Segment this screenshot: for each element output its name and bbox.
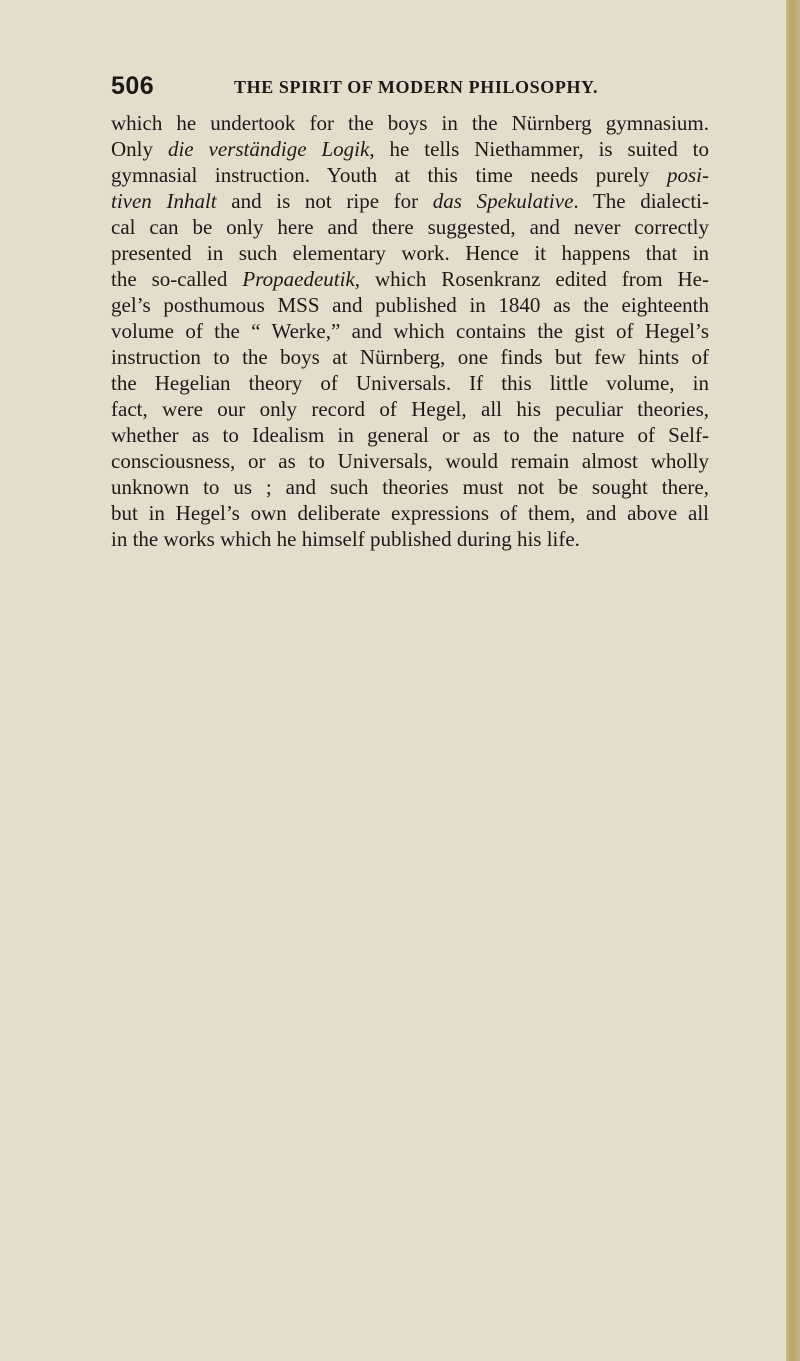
- text-run: consciousness, or as to Universals, would remain almost wholly: [111, 449, 709, 473]
- text-run: , which Rosenkranz edited from He-: [354, 267, 709, 291]
- text-run: the so-called: [111, 267, 243, 291]
- text-run: whether as to Idealism in general or as to the nature of Self-: [111, 423, 709, 447]
- text-line: [111, 422, 709, 448]
- italic-phrase: die verständige Logik: [167, 137, 370, 161]
- text-line: [111, 110, 709, 136]
- text-line: [111, 474, 709, 500]
- page-edge: [786, 0, 800, 1361]
- text-run: Only: [111, 137, 168, 161]
- text-run: volume of the “ Werke,” and which contains the gist of Hegel’s: [111, 319, 709, 343]
- page-number: 506: [111, 72, 155, 100]
- text-line: [111, 266, 709, 292]
- text-run: gel’s posthumous MSS and published in 1840 as the eighteenth: [111, 293, 709, 317]
- text-run: and is not ripe for: [216, 189, 433, 213]
- text-line: [111, 318, 709, 344]
- text-line: [111, 214, 709, 240]
- text-run: fact, were our only record of Hegel, all his peculiar theories,: [111, 397, 709, 421]
- text-line: [111, 370, 709, 396]
- italic-phrase: posi-: [667, 163, 709, 187]
- italic-phrase: Propaedeutik: [242, 267, 355, 291]
- text-line: [111, 188, 709, 214]
- text-line: [111, 500, 709, 526]
- text-line: [111, 396, 709, 422]
- text-run: instruction to the boys at Nürnberg, one finds but few hints of: [111, 345, 709, 369]
- text-line: [111, 448, 709, 474]
- italic-phrase: das Spekulative: [432, 189, 574, 213]
- text-line: [111, 344, 709, 370]
- text-run: unknown to us ; and such theories must not be sought there,: [111, 475, 709, 499]
- text-line: [111, 292, 709, 318]
- text-run: but in Hegel’s own deliberate expressions of them, and above all: [111, 501, 709, 525]
- body-paragraph: [111, 110, 709, 552]
- italic-phrase: tiven Inhalt: [111, 189, 217, 213]
- text-run: the Hegelian theory of Universals. If this little volume, in: [111, 371, 709, 395]
- text-line: [111, 240, 709, 266]
- text-line: [111, 136, 709, 162]
- text-run: . The dialecti-: [573, 189, 710, 213]
- text-run: , he tells Niethammer, is suited to: [369, 137, 709, 161]
- text-run: presented in such elementary work. Hence it happens that in: [111, 241, 709, 265]
- text-run: which he undertook for the boys in the Nürnberg gymnasium.: [111, 111, 709, 135]
- page-header: [111, 72, 711, 102]
- running-head: THE SPIRIT OF MODERN PHILOSOPHY.: [234, 77, 599, 97]
- text-run: in the works which he himself published during his life.: [111, 527, 580, 551]
- text-run: gymnasial instruction. Youth at this time needs purely: [111, 163, 667, 187]
- text-run: cal can be only here and there suggested, and never correctly: [111, 215, 709, 239]
- text-line: [111, 162, 709, 188]
- text-line: [111, 526, 709, 552]
